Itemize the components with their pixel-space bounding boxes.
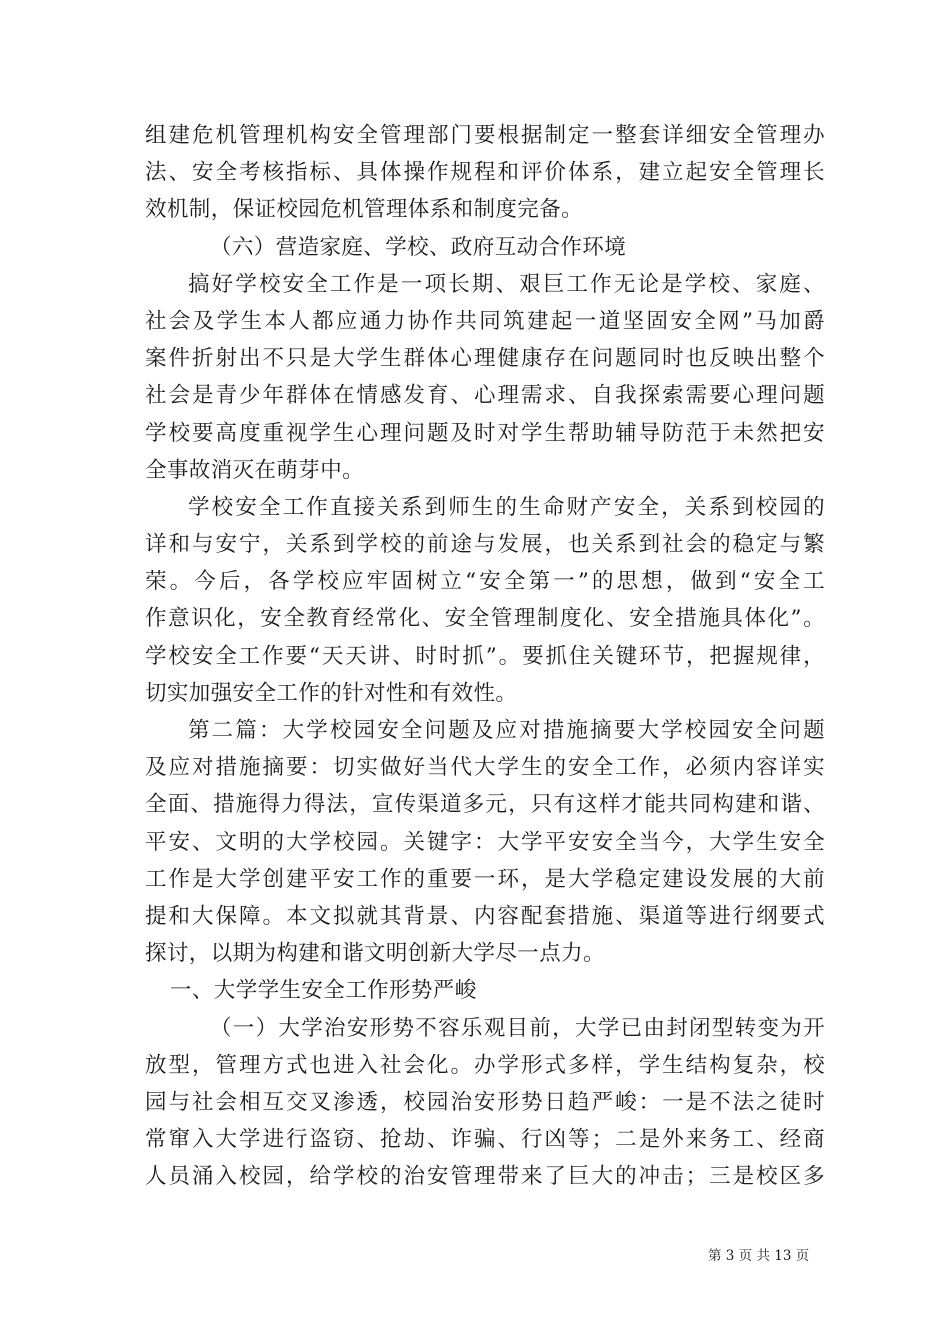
paragraph-line: 全面、措施得力得法，宣传渠道多元，只有这样才能共同构建和谐、 <box>145 792 825 818</box>
document-body <box>145 117 825 1195</box>
paragraph-line: 法、安全考核指标、具体操作规程和评价体系，建立起安全管理长 <box>145 160 825 186</box>
paragraph-line: 搞好学校安全工作是一项长期、艰巨工作无论是学校、家庭、 <box>188 271 825 297</box>
paragraph-line: 工作是大学创建平安工作的重要一环，是大学稳定建设发展的大前 <box>145 866 825 892</box>
paragraph-line: 常窜入大学进行盗窃、抢劫、诈骗、行凶等；二是外来务工、经商 <box>145 1127 825 1153</box>
paragraph-line: 探讨，以期为构建和谐文明创新大学尽一点力。 <box>145 941 605 967</box>
paragraph-line: 作意识化，安全教育经常化、安全管理制度化、安全措施具体化”。 <box>145 606 825 632</box>
paragraph-line: 全事故消灭在萌芽中。 <box>145 457 365 483</box>
paragraph-line: 学校安全工作要“天天讲、时时抓”。要抓住关键环节，把握规律， <box>145 643 825 669</box>
paragraph-line: 放型，管理方式也进入社会化。办学形式多样，学生结构复杂，校 <box>145 1052 825 1078</box>
paragraph-line: 切实加强安全工作的针对性和有效性。 <box>145 680 518 706</box>
paragraph-line: 社会是青少年群体在情感发育、心理需求、自我探索需要心理问题 <box>145 383 825 409</box>
paragraph-line: 提和大保障。本文拟就其背景、内容配套措施、渠道等进行纲要式 <box>145 903 825 929</box>
paragraph-line: 案件折射出不只是大学生群体心理健康存在问题同时也反映出整个 <box>145 346 825 372</box>
paragraph-line: 第二篇：大学校园安全问题及应对措施摘要大学校园安全问题 <box>188 718 825 743</box>
paragraph-line: 人员涌入校园，给学校的治安管理带来了巨大的冲击；三是校区多 <box>145 1164 825 1190</box>
paragraph-line: 学校安全工作直接关系到师生的生命财产安全，关系到校园的 <box>188 494 825 520</box>
paragraph-line: 学校要高度重视学生心理问题及时对学生帮助辅导防范于未然把安 <box>145 420 825 446</box>
paragraph-line: 效机制，保证校园危机管理体系和制度完备。 <box>145 197 584 223</box>
page-number-footer: 第 3 页 共 13 页 <box>708 1248 810 1264</box>
paragraph-line: 平安、文明的大学校园。关键字：大学平安安全当今，大学生安全 <box>145 829 825 855</box>
paragraph-line: 社会及学生本人都应通力协作共同筑建起一道坚固安全网”马加爵 <box>145 308 825 334</box>
paragraph-line: 园与社会相互交叉渗透，校园治安形势日趋严峻：一是不法之徒时 <box>145 1089 825 1115</box>
paragraph-line: 组建危机管理机构安全管理部门要根据制定一整套详细安全管理办 <box>145 123 825 148</box>
paragraph-line: 详和与安宁，关系到学校的前途与发展，也关系到社会的稳定与繁 <box>145 532 825 558</box>
section-heading: 一、大学学生安全工作形势严峻 <box>170 978 477 1004</box>
paragraph-line: （一）大学治安形势不容乐观目前，大学已由封闭型转变为开 <box>210 1015 825 1041</box>
paragraph-line: 荣。今后，各学校应牢固树立“安全第一”的思想，做到“安全工 <box>145 569 825 595</box>
paragraph-line: 及应对措施摘要：切实做好当代大学生的安全工作，必须内容详实 <box>145 755 825 781</box>
section-heading: （六）营造家庭、学校、政府互动合作环境 <box>210 234 627 260</box>
